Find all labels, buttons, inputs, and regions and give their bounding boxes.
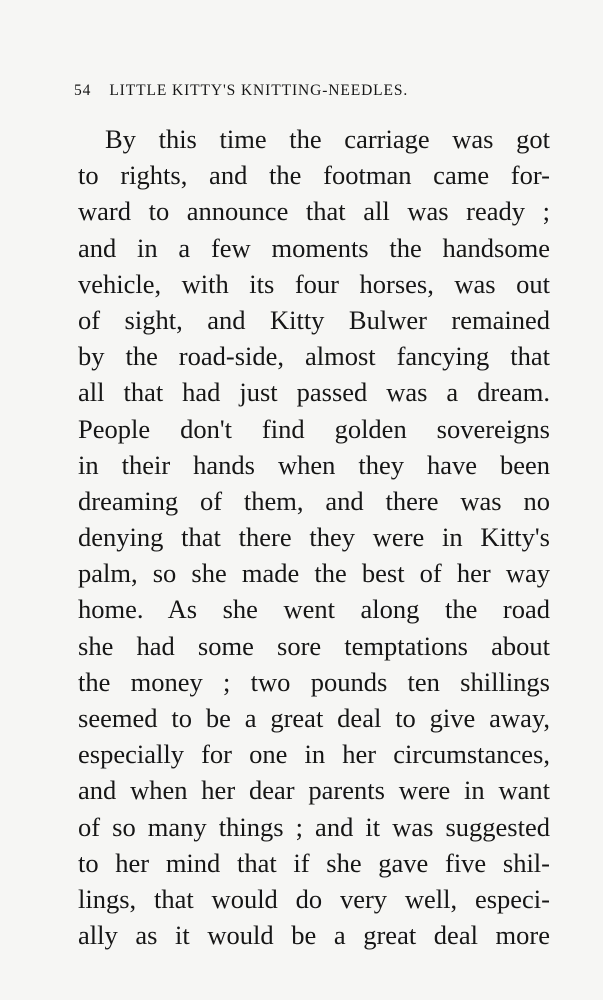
- text-line: People don't find golden sovereigns: [78, 413, 550, 444]
- text-line: to her mind that if she gave five shil-: [78, 847, 550, 878]
- text-line: palm, so she made the best of her way: [78, 558, 550, 589]
- text-line: denying that there they were in Kitty's: [78, 522, 550, 553]
- text-line: of sight, and Kitty Bulwer remained: [78, 304, 550, 335]
- text-line: to rights, and the footman came for-: [78, 160, 550, 191]
- running-header: [74, 82, 554, 100]
- text-line: she had some sore temptations about: [78, 630, 550, 661]
- text-line: all that had just passed was a dream.: [78, 377, 550, 408]
- text-line: especially for one in her circumstances,: [78, 739, 550, 770]
- body-text: [78, 121, 550, 953]
- text-line: By this time the carriage was got: [105, 124, 550, 154]
- text-line: ward to announce that all was ready ;: [78, 196, 550, 227]
- page-number: 54: [74, 82, 92, 99]
- text-line: by the road-side, almost fancying that: [78, 341, 550, 372]
- running-title: LITTLE KITTY'S KNITTING-NEEDLES.: [109, 82, 409, 99]
- text-line: seemed to be a great deal to give away,: [78, 703, 550, 733]
- text-line: in their hands when they have been: [78, 449, 550, 480]
- text-line: home. As she went along the road: [78, 594, 550, 625]
- text-line: vehicle, with its four horses, was out: [78, 268, 550, 299]
- text-line: and in a few moments the handsome: [78, 232, 550, 263]
- text-line: and when her dear parents were in want: [78, 775, 550, 806]
- text-line: lings, that would do very well, especi-: [78, 883, 550, 914]
- text-line: dreaming of them, and there was no: [78, 485, 550, 516]
- text-line: the money ; two pounds ten shillings: [78, 666, 550, 697]
- text-line: ally as it would be a great deal more: [78, 920, 550, 951]
- text-line: of so many things ; and it was suggested: [78, 811, 550, 842]
